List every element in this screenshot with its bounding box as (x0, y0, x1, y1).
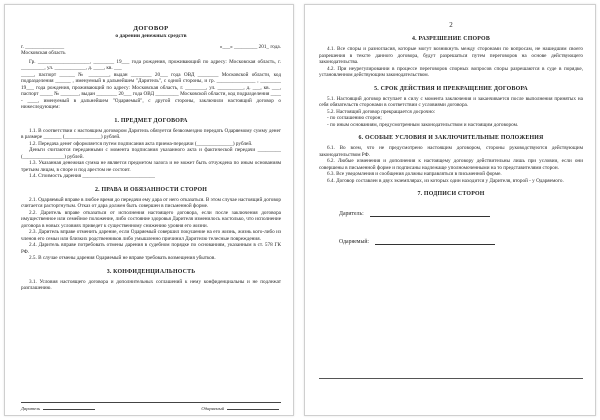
footer-divider (21, 402, 281, 403)
recipient-signature-label: Одаряемый: (339, 239, 370, 245)
region-line (21, 50, 281, 56)
recipient-signature-line[interactable] (375, 239, 495, 245)
place-field: г. _______________ (21, 44, 65, 50)
clause-2-5: 2.5. В случае отмены дарения Одаряемый не вправе требовать возмещения убытков. (29, 255, 216, 262)
footer-recipient-label: Одаряемый (201, 406, 279, 411)
region-label: Московская область (21, 50, 66, 57)
page-2-footer-divider (319, 378, 583, 379)
donor-signature-label: Даритель: (339, 211, 364, 217)
intro-paragraph-2: _____, паспорт ______ № ________, выдан ________ 20___ года ОВД ________ Московской области, код подразделения ______ , именуемый в дальнейшем "Даритель", с одной стороны, и гр. _______________ , ________ 19___ года рождения, проживающий по адресу: Московская область, г. ________, ул. __________, д. ___, кв. ___, паспорт _____ № _______, выдан ________ 20___ года ОВД _________ Московской области, код подразделения ____ - ____, именуемый в дальнейшем "Одаряемый", с другой стороны, заключили настоящий договор о нижеследующем: (21, 71, 281, 111)
clause-6-1: 6.1. Во всем, что не предусмотрено настоящим договором, стороны руководствуются действующим законодательством РФ. (319, 145, 583, 158)
section-5-heading: 5. СРОК ДЕЙСТВИЯ И ПРЕКРАЩЕНИЕ ДОГОВОРА (374, 85, 528, 92)
section-1-heading: 1. ПРЕДМЕТ ДОГОВОРА (114, 117, 188, 124)
clause-1-3: 1.3. Указанная денежная сумма не является предметом залога и не может быть отчуждена по иным основаниям третьим лицам, в споре и под арестом не состоит. (21, 160, 281, 173)
document-title: ДОГОВОР (133, 25, 169, 32)
clause-2-2: 2.2. Даритель вправе отказаться от исполнения настоящего договора, если после заключения договора имущественное или семейное положение, либо состояние здоровья Дарителя изменилось настолько, что исполнение договора в новых условиях приведет к существенному снижению уровня его жизни. (21, 209, 281, 229)
clause-6-2: 6.2. Любые изменения и дополнения к настоящему договору действительны лишь при условии, если они совершены в письменной форме и подписаны надлежаще уполномоченными на то представителями сторон. (319, 158, 583, 171)
document-page-2 (304, 4, 596, 416)
clause-4-1: 4.1. Все споры и разногласия, которые могут возникнуть между сторонами по вопросам, не нашедшим своего разрешения в тексте данного договора, будут разрешаться путем переговоров на основе действующего законодательства. (319, 46, 583, 65)
section-3-heading: 3. КОНФИДЕНЦИАЛЬНОСТЬ (106, 268, 196, 275)
clause-6-4: 6.4. Договор составлен в двух экземплярах, из которых один находится у Дарителя, второй - у Одаряемого. (327, 177, 564, 184)
clause-5-2: 5.2. Настоящий договор прекращается досрочно: (327, 108, 436, 115)
clause-2-4: 2.4. Даритель вправе потребовать отмены дарения в судебном порядке по основаниям, указанным в ст. 578 ГК РФ. (21, 242, 281, 255)
section-4-heading: 4. РАЗРЕШЕНИЕ СПОРОВ (412, 36, 490, 42)
clause-3-1: 3.1. Условия настоящего договора и дополнительных соглашений к нему конфиденциальны и не подлежат разглашению. (21, 278, 281, 292)
clause-1-2-cont: Деньги считаются переданными с момента подписания указанного акта и фактической передачи _________ (________________) рублей. (21, 147, 281, 160)
clause-1-4: 1.4. Стоимость дарения ____________________________ (29, 173, 155, 180)
section-2-heading: 2. ПРАВА И ОБЯЗАННОСТИ СТОРОН (94, 186, 208, 193)
clause-2-1: 2.1. Одаряемый вправе в любое время до передачи ему дара от него отказаться. В этом случае настоящий договор считается расторгнутым. Отказ от дара должен быть совершен в письменной форме. (21, 196, 281, 210)
clause-4-2: 4.2. При неурегулировании в процессе переговоров спорных вопросов споры разрешаются в суде в порядке, установленном действующим законодательством. (319, 65, 583, 78)
donor-signature-line[interactable] (370, 211, 490, 217)
clause-1-2: 1.2. Передача денег оформляется путем подписания акта приема-передачи (______________) рублей. (29, 140, 253, 147)
recipient-signature-row (339, 239, 583, 245)
document-page-1 (4, 4, 294, 416)
page-number: 2 (449, 21, 453, 29)
clause-2-3: 2.3. Даритель вправе отменить дарение, если Одаряемый совершил покушение на его жизнь, жизнь кого-либо из членов его семьи или близких родственников либо умышленно причинил Дарителю телесные повреждения. (21, 229, 281, 242)
date-field: «___» _________ 201_ года. (219, 44, 281, 50)
section-6-heading: 6. ОСОБЫЕ УСЛОВИЯ И ЗАКЛЮЧИТЕЛЬНЫЕ ПОЛОЖЕНИЯ (358, 135, 544, 141)
clause-6-3: 6.3. Все уведомления и сообщения должны направляться в письменной форме. (327, 171, 502, 177)
clause-5-1: 5.1. Настоящий договор вступает в силу с момента заключения и заканчивается после выполнения принятых на себя обязательств сторонами в соответствии с условиями договора. (319, 95, 583, 108)
section-7-heading: 7. ПОДПИСИ СТОРОН (417, 191, 485, 197)
clause-1-1: 1.1. В соответствии с настоящим договором Даритель обязуется безвозмездно передать Одаряемому сумму денег в размере _______ (______________) рублей. (21, 127, 281, 141)
footer-donor-label: Даритель (21, 406, 95, 411)
page-footer (21, 406, 279, 411)
clause-5-2-a: - по соглашению сторон; (327, 115, 382, 121)
intro-paragraph-1: Гр. ____________________, ________ 19___ года рождения, проживающий по адресу: Московская область, г. _________, ул. ____________, д. ____, кв. ___ (21, 58, 281, 72)
clause-5-2-b: - по иным основаниям, предусмотренным законодательством и настоящим договором. (327, 121, 519, 128)
donor-signature-row (339, 211, 583, 217)
document-subtitle: о дарении денежных средств (115, 33, 187, 39)
